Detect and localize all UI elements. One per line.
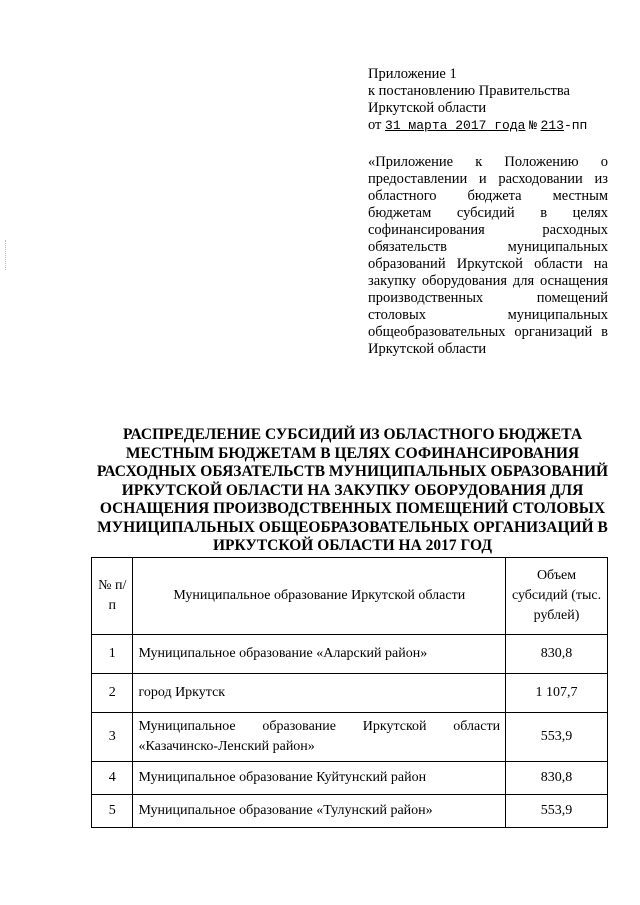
resolution-number: 213 (540, 118, 564, 133)
appendix-header (368, 66, 608, 134)
table-row (92, 674, 608, 713)
row-number: 1 (92, 635, 133, 674)
row-amount: 830,8 (506, 635, 608, 674)
table-header-row (92, 558, 608, 635)
regulation-reference: «Приложение к Положению о предоставлении и расходовании из областного бюджета местным бюджетам субсидий в целях софинансирования расходных обязательств муниципальных образований Иркутской области на закупку оборудования для оснащения производственных помещений столовых муниципальных общеобразовательных организаций в Иркутской области (368, 154, 608, 357)
row-municipality: город Иркутск (133, 674, 506, 713)
appendix-resolution: к постановлению Правительства (368, 83, 570, 99)
table-row (92, 635, 608, 674)
row-number: 3 (92, 713, 133, 762)
appendix-number: Приложение 1 (368, 66, 457, 82)
row-municipality: Муниципальное образование Куйтунский район (133, 762, 506, 795)
row-amount: 553,9 (506, 795, 608, 828)
header-municipality: Муниципальное образование Иркутской области (133, 558, 506, 635)
table-row (92, 795, 608, 828)
date-value: 31 марта 2017 года (385, 118, 526, 133)
row-number: 4 (92, 762, 133, 795)
number-sign: № (529, 118, 537, 133)
row-amount: 553,9 (506, 713, 608, 762)
row-amount: 830,8 (506, 762, 608, 795)
row-municipality: Муниципальное образование «Тулунский район» (133, 795, 506, 828)
resolution-suffix: -пп (563, 118, 588, 133)
date-prefix: от (368, 117, 382, 133)
appendix-date-line (368, 117, 608, 134)
row-number: 5 (92, 795, 133, 828)
table-row (92, 713, 608, 762)
table-row (92, 762, 608, 795)
row-municipality: Муниципальное образование «Аларский район» (133, 635, 506, 674)
row-amount: 1 107,7 (506, 674, 608, 713)
header-number: № п/п (92, 558, 133, 635)
appendix-region: Иркутской области (368, 100, 487, 116)
subsidy-table (91, 557, 608, 828)
scan-margin-mark (5, 240, 7, 270)
header-subsidy-amount: Объем субсидий (тыс. рублей) (506, 558, 608, 635)
row-number: 2 (92, 674, 133, 713)
document-title: РАСПРЕДЕЛЕНИЕ СУБСИДИЙ ИЗ ОБЛАСТНОГО БЮДЖЕТА МЕСТНЫМ БЮДЖЕТАМ В ЦЕЛЯХ СОФИНАНСИРОВАНИЯ РАСХОДНЫХ ОБЯЗАТЕЛЬСТВ МУНИЦИПАЛЬНЫХ ОБРАЗОВАНИЙ ИРКУТСКОЙ ОБЛАСТИ НА ЗАКУПКУ ОБОРУДОВАНИЯ ДЛЯ ОСНАЩЕНИЯ ПРОИЗВОДСТВЕННЫХ ПОМЕЩЕНИЙ СТОЛОВЫХ МУНИЦИПАЛЬНЫХ ОБЩЕОБРАЗОВАТЕЛЬНЫХ ОРГАНИЗАЦИЙ В ИРКУТСКОЙ ОБЛАСТИ НА 2017 ГОД (96, 426, 609, 554)
row-municipality: Муниципальное образование Иркутской области «Казачинско-Ленский район» (133, 713, 506, 762)
